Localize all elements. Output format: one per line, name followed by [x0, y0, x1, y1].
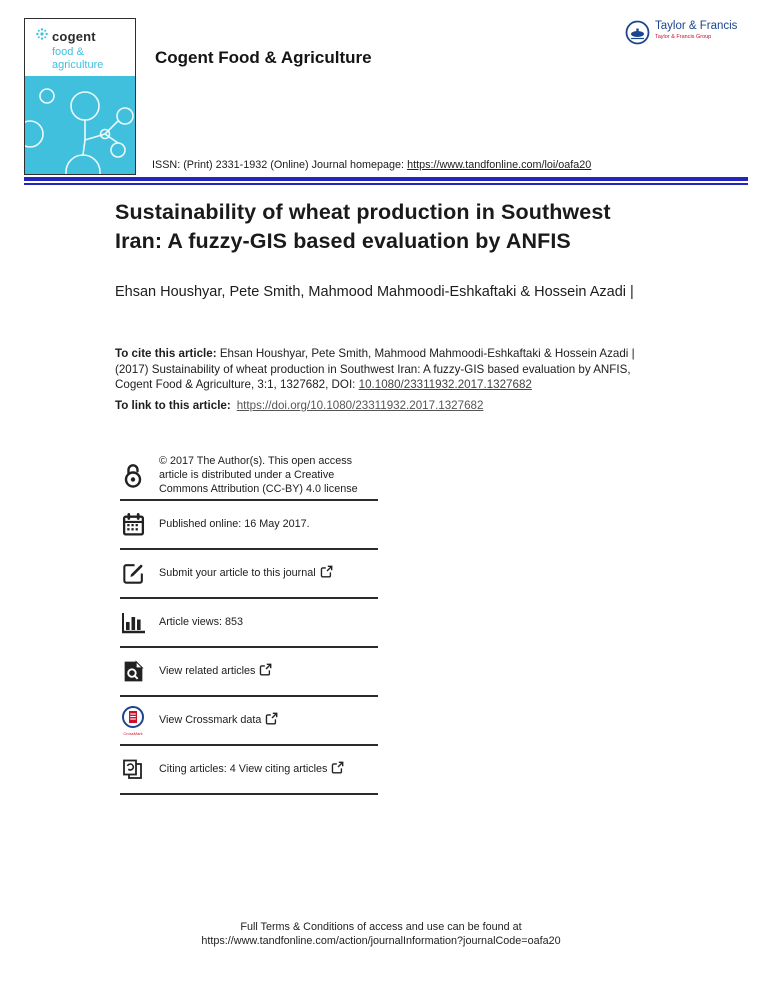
crossmark-icon — [120, 705, 146, 736]
article-url-link[interactable]: https://doi.org/10.1080/23311932.2017.1327682 — [236, 399, 484, 412]
cite-text: Ehsan Houshyar, Pete Smith, Mahmood Mahmoodi-Eshkaftaki & Hossein Azadi | (2017) Sustainability of wheat production in Southwest Iran: A fuzzy-GIS based evaluation by ANFIS, Cogent Food & Agriculture, 3:1, 1327682, DOI: — [115, 347, 635, 392]
submit-article-icon — [120, 561, 146, 586]
header-divider — [24, 177, 748, 185]
info-item[interactable] — [120, 550, 378, 599]
cogent-brand-block — [25, 19, 135, 76]
info-item-label: Article views: 853 — [159, 615, 244, 628]
cogent-brand-label: cogent — [52, 29, 96, 44]
publisher-subtitle: Taylor & Francis Group — [655, 33, 712, 40]
article-link-block — [115, 399, 483, 412]
info-item-label[interactable]: View Crossmark data — [159, 712, 278, 730]
doi-link[interactable]: 10.1080/23311932.2017.1327682 — [358, 378, 532, 392]
external-link-icon — [320, 565, 333, 583]
external-link-icon — [259, 663, 272, 681]
info-item — [120, 599, 378, 648]
info-item-label[interactable]: Submit your article to this journal — [159, 565, 333, 583]
article-title: Sustainability of wheat production in Southwest Iran: A fuzzy-GIS based evaluation by ANFIS — [115, 200, 611, 253]
info-item[interactable] — [120, 697, 378, 746]
taylor-francis-icon — [625, 20, 650, 50]
info-item-label[interactable]: View related articles — [159, 663, 272, 681]
publisher-logo[interactable] — [625, 20, 737, 50]
info-list — [120, 452, 378, 795]
article-authors: Ehsan Houshyar, Pete Smith, Mahmood Mahmoodi-Eshkaftaki & Hossein Azadi | — [115, 284, 634, 300]
external-link-icon — [265, 712, 278, 730]
link-label: To link to this article: — [115, 399, 231, 412]
issn-text: ISSN: (Print) 2331-1932 (Online) Journal homepage: — [152, 159, 408, 171]
info-item-label: Published online: 16 May 2017. — [159, 517, 310, 530]
journal-cover-logo — [24, 18, 136, 175]
molecule-artwork — [25, 76, 135, 174]
info-item — [120, 452, 378, 501]
publisher-name: Taylor & Francis — [655, 20, 738, 32]
footer — [0, 920, 762, 948]
journal-homepage-link[interactable]: https://www.tandfonline.com/loi/oafa20 — [407, 159, 592, 171]
footer-terms-line: Full Terms & Conditions of access and use can be found at — [240, 921, 522, 933]
info-item[interactable] — [120, 648, 378, 697]
cogent-brand-line1: food & — [52, 46, 84, 58]
open-access-icon — [120, 463, 146, 489]
calendar-icon — [120, 512, 146, 537]
info-item-label[interactable]: Citing articles: 4 View citing articles — [159, 761, 344, 779]
cogent-starburst-icon — [35, 27, 49, 46]
cite-label: To cite this article: — [115, 347, 217, 360]
cogent-brand-line2: agriculture — [52, 58, 104, 71]
info-item — [120, 501, 378, 550]
footer-url-line: https://www.tandfonline.com/action/journalInformation?journalCode=oafa20 — [201, 935, 561, 947]
crossmark-caption: CrossMark — [123, 731, 143, 737]
related-articles-icon — [120, 659, 146, 684]
info-item[interactable] — [120, 746, 378, 795]
citation-block — [115, 346, 655, 393]
info-item-label: © 2017 The Author(s). This open access article is distributed under a Creative Commons Attribution (CC-BY) 4.0 license — [159, 455, 358, 495]
article-views-icon — [120, 611, 146, 635]
issn-line — [152, 159, 591, 171]
journal-title: Cogent Food & Agriculture — [155, 48, 372, 67]
external-link-icon — [331, 761, 344, 779]
citing-articles-icon — [120, 757, 146, 782]
